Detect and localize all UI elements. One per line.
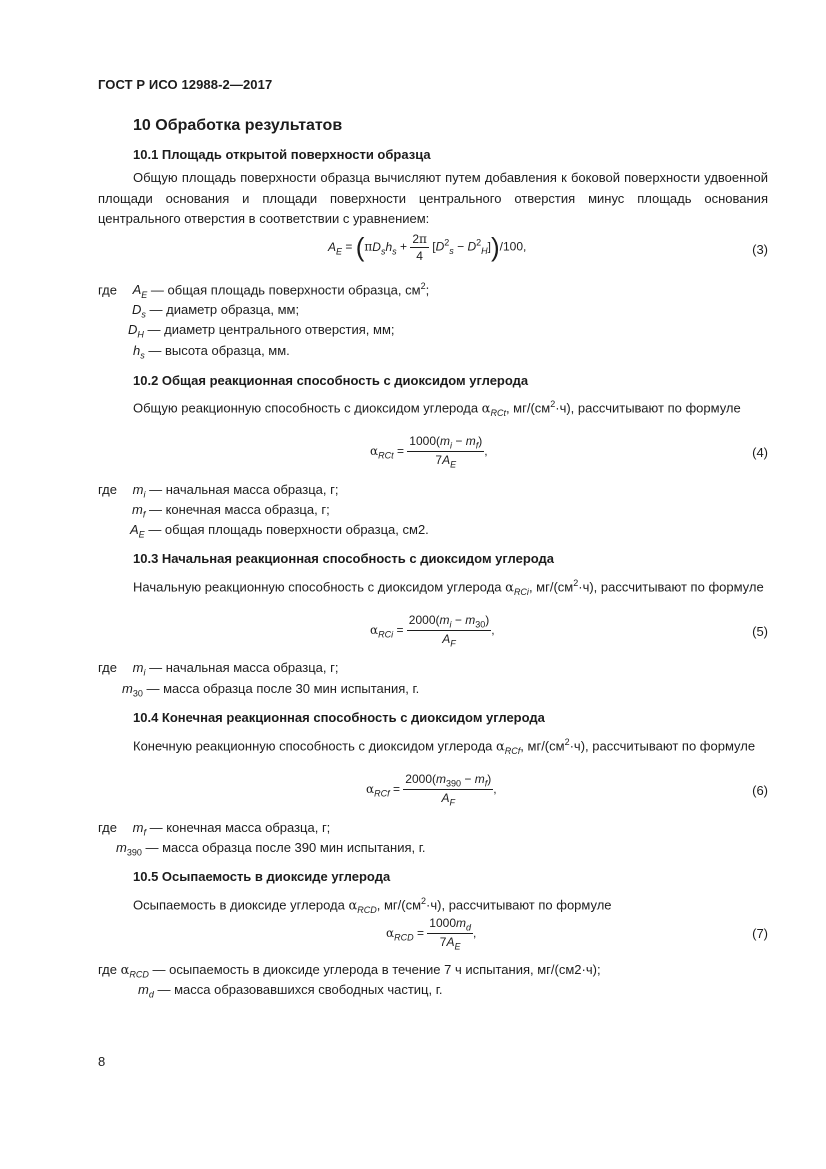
equation-6-number: (6)	[752, 783, 768, 798]
section-10-5-title: 10.5 Осыпаемость в диоксиде углерода	[133, 869, 391, 884]
legend-row: $A_E$ — общая площадь поверхности образца, см2.	[130, 522, 429, 540]
document-header: ГОСТ Р ИСО 12988-2—2017	[98, 77, 273, 92]
legend-row: где $\alpha_{RCD}$ — осыпаемость в диоксиде углерода в течение 7 ч испытания, мг/(см2·ч);	[98, 962, 601, 980]
section-10-2-title: 10.2 Общая реакционная способность с диоксидом углерода	[133, 373, 529, 388]
section-10-2-paragraph: Общую реакционную способность с диоксидом углерода $\alpha_{RCt}$, $мг/(см^2\cdot ч)$, рассчитывают по формуле	[133, 399, 741, 418]
legend-row: где $A_E$ — общая площадь поверхности образца, $см^2$;	[98, 281, 430, 300]
equation-7: $\alpha_{RCD}$ = $\frac{1000m_d}{7A_E}$ ,	[386, 916, 477, 952]
equation-4: $\alpha_{RCt}$ = $\frac{1000(m_i - m_f)}{7A_E}$ ,	[370, 434, 488, 470]
equation-4-number: (4)	[752, 445, 768, 460]
section-10-1-paragraph: Общую площадь поверхности образца вычисляют путем добавления к боковой поверхности удвоенной площади основания и площади поверхности центрального отверстия минус площадь основания центрального отверстия в соответствии с уравнением:	[98, 170, 768, 226]
section-10-3-paragraph: Начальную реакционную способность с диоксидом углерода $\alpha_{RCi}$, $мг/(см^2\cdot ч)$, рассчитывают по формуле	[133, 578, 764, 597]
legend-row: где $m_i$ — начальная масса образца, г;	[98, 660, 339, 678]
section-10-1-title: 10.1 Площадь открытой поверхности образца	[133, 147, 431, 162]
equation-5: $\alpha_{RCi}$ = $\frac{2000(m_i - m_{30})}{A_F}$ ,	[370, 613, 495, 649]
equation-3: $A_E = (\pi D_sh_s$ + $\frac{2\pi}{4}$ $[D^2_s - D^2_H])/100$,	[328, 232, 527, 263]
legend-row: $m_f$ — конечная масса образца, г;	[132, 502, 330, 520]
page-number: 8	[98, 1054, 106, 1069]
section-10-3-title: 10.3 Начальная реакционная способность с диоксидом углерода	[133, 551, 555, 566]
legend-row: $h_s$ — высота образца, мм.	[133, 343, 290, 361]
legend-row: $D_s$ — диаметр образца, мм;	[132, 302, 300, 320]
legend-row: $m_d$ — масса образовавшихся свободных частиц, г.	[138, 982, 443, 1000]
legend-row: $m_{390}$ — масса образца после 390 мин испытания, г.	[116, 840, 426, 858]
equation-5-number: (5)	[752, 624, 768, 639]
equation-7-number: (7)	[752, 926, 768, 941]
section-10-4-paragraph: Конечную реакционную способность с диоксидом углерода $\alpha_{RCf}$, $мг/(см^2\cdot ч)$, рассчитывают по формуле	[133, 737, 756, 756]
equation-6: $\alpha_{RCf}$ = $\frac{2000(m_{390} - m_f)}{A_F}$ ,	[366, 772, 497, 808]
legend-row: $m_{30}$ — масса образца после 30 мин испытания, г.	[122, 681, 420, 699]
legend-row: где $m_f$ — конечная масса образца, г;	[98, 820, 331, 838]
section-10-5-paragraph: Осыпаемость в диоксиде углерода $\alpha_{RCD}$, $мг/(см^2\cdot ч)$, рассчитывают по формуле	[133, 896, 612, 915]
equation-3-number: (3)	[752, 242, 768, 257]
section-10-title: 10 Обработка результатов	[133, 117, 343, 134]
legend-row: где $m_i$ — начальная масса образца, г;	[98, 482, 339, 500]
section-10-4-title: 10.4 Конечная реакционная способность с диоксидом углерода	[133, 710, 545, 725]
legend-row: $D_H$ — диаметр центрального отверстия, мм;	[128, 322, 395, 340]
